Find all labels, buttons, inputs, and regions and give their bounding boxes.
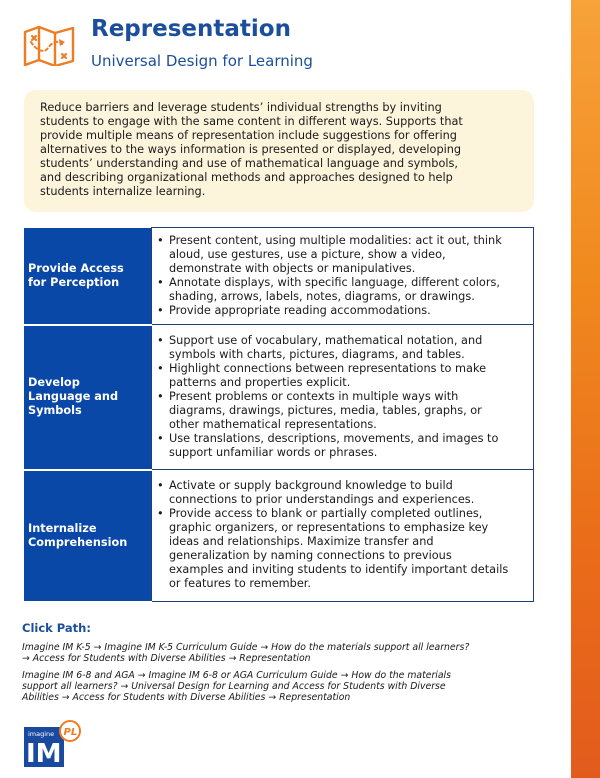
- list-item: [155, 432, 529, 460]
- item-line: examples and inviting students to identify important details: [169, 563, 509, 576]
- list-item: [155, 479, 529, 507]
- item-line: or features to remember.: [169, 577, 311, 590]
- list-item: [155, 334, 529, 362]
- imagine-im-pl-logo: [24, 719, 84, 767]
- list-item: [155, 234, 529, 276]
- intro-line: students internalize learning.: [40, 185, 206, 198]
- intro-line: and describing organizational methods and approaches designed to help: [40, 171, 453, 184]
- list-item: [155, 362, 529, 390]
- supports-cell: [152, 325, 534, 470]
- intro-text: [40, 101, 520, 199]
- table-row: [24, 228, 534, 325]
- list-item: [155, 390, 529, 432]
- intro-line: Reduce barriers and leverage students’ individual strengths by inviting: [40, 101, 442, 114]
- click-path-heading: Click Path:: [22, 621, 91, 635]
- category-label: Internalize: [28, 521, 97, 535]
- item-line: • Present content, using multiple modalities: act it out, think: [169, 233, 502, 247]
- logo-badge-text: PL: [63, 727, 78, 738]
- intro-line: students to engage with the same content in different ways. Supports that: [40, 115, 463, 128]
- logo-big-text: IM: [26, 739, 62, 767]
- orange-side-bar: [571, 0, 600, 778]
- category-label: Provide Access: [28, 261, 124, 275]
- category-cell: [24, 228, 152, 325]
- item-line: • Provide appropriate reading accommodations.: [169, 303, 431, 317]
- item-line: ideas and relationships. Maximize transfer and: [169, 535, 434, 548]
- supports-cell: [152, 228, 534, 325]
- item-line: • Annotate displays, with specific language, different colors,: [169, 275, 500, 289]
- category-label: Language and: [28, 390, 119, 403]
- list-item: [155, 276, 529, 304]
- path-line: → Access for Students with Diverse Abilities → Representation: [22, 653, 311, 664]
- intro-line: students’ understanding and use of mathematical language and symbols,: [40, 157, 459, 170]
- item-line: aloud, use gestures, use a picture, show a video,: [169, 247, 446, 261]
- click-path-6-8: [22, 670, 542, 703]
- item-line: generalization by naming connections to previous: [169, 549, 452, 562]
- path-line: support all learners? → Universal Design for Learning and Access for Students with Diverse: [22, 681, 446, 692]
- item-line: • Activate or supply background knowledge to build: [169, 479, 453, 492]
- item-line: shading, arrows, labels, notes, diagrams, or drawings.: [169, 289, 475, 303]
- logo-small-text: imagine: [28, 730, 55, 738]
- map-route-icon: [22, 24, 76, 66]
- path-line: Abilities → Access for Students with Diverse Abilities → Representation: [22, 692, 351, 703]
- category-cell: [24, 470, 152, 602]
- supports-cell: [152, 470, 534, 602]
- item-line: • Use translations, descriptions, movements, and images to: [169, 431, 499, 445]
- click-path-k5: [22, 642, 542, 664]
- item-line: • Highlight connections between representations to make: [169, 361, 487, 375]
- table-row: [24, 470, 534, 602]
- item-line: symbols with charts, pictures, diagrams, and tables.: [169, 347, 465, 361]
- category-label: Develop: [28, 376, 80, 389]
- item-line: • Provide access to blank or partially completed outlines,: [169, 507, 483, 520]
- category-label: Comprehension: [28, 535, 128, 549]
- item-line: connections to prior understandings and experiences.: [169, 493, 475, 506]
- item-line: graphic organizers, or representations to emphasize key: [169, 521, 489, 534]
- intro-line: provide multiple means of representation include suggestions for offering: [40, 129, 457, 142]
- category-cell: [24, 325, 152, 470]
- item-line: other mathematical representations.: [169, 417, 377, 431]
- item-line: • Present problems or contexts in multiple ways with: [169, 389, 459, 403]
- category-label: Symbols: [28, 404, 82, 417]
- item-line: diagrams, drawings, pictures, media, tables, graphs, or: [169, 403, 482, 417]
- path-line: Imagine IM K-5 → Imagine IM K-5 Curriculum Guide → How do the materials support all learners?: [22, 642, 470, 653]
- page-title: Representation: [91, 16, 291, 42]
- udl-supports-table: [24, 227, 534, 603]
- list-item: [155, 507, 529, 591]
- table-row: [24, 325, 534, 470]
- intro-line: alternatives to the ways information is presented or displayed, developing: [40, 143, 462, 156]
- item-line: support unfamiliar words or phrases.: [169, 445, 378, 459]
- page-subtitle: Universal Design for Learning: [91, 52, 313, 70]
- item-line: demonstrate with objects or manipulatives.: [169, 261, 416, 275]
- item-line: patterns and properties explicit.: [169, 375, 351, 389]
- item-line: • Support use of vocabulary, mathematical notation, and: [169, 333, 483, 347]
- category-label: for Perception: [28, 275, 120, 289]
- path-line: Imagine IM 6-8 and AGA → Imagine IM 6-8 or AGA Curriculum Guide → How do the materials: [22, 670, 451, 681]
- list-item: [155, 304, 529, 318]
